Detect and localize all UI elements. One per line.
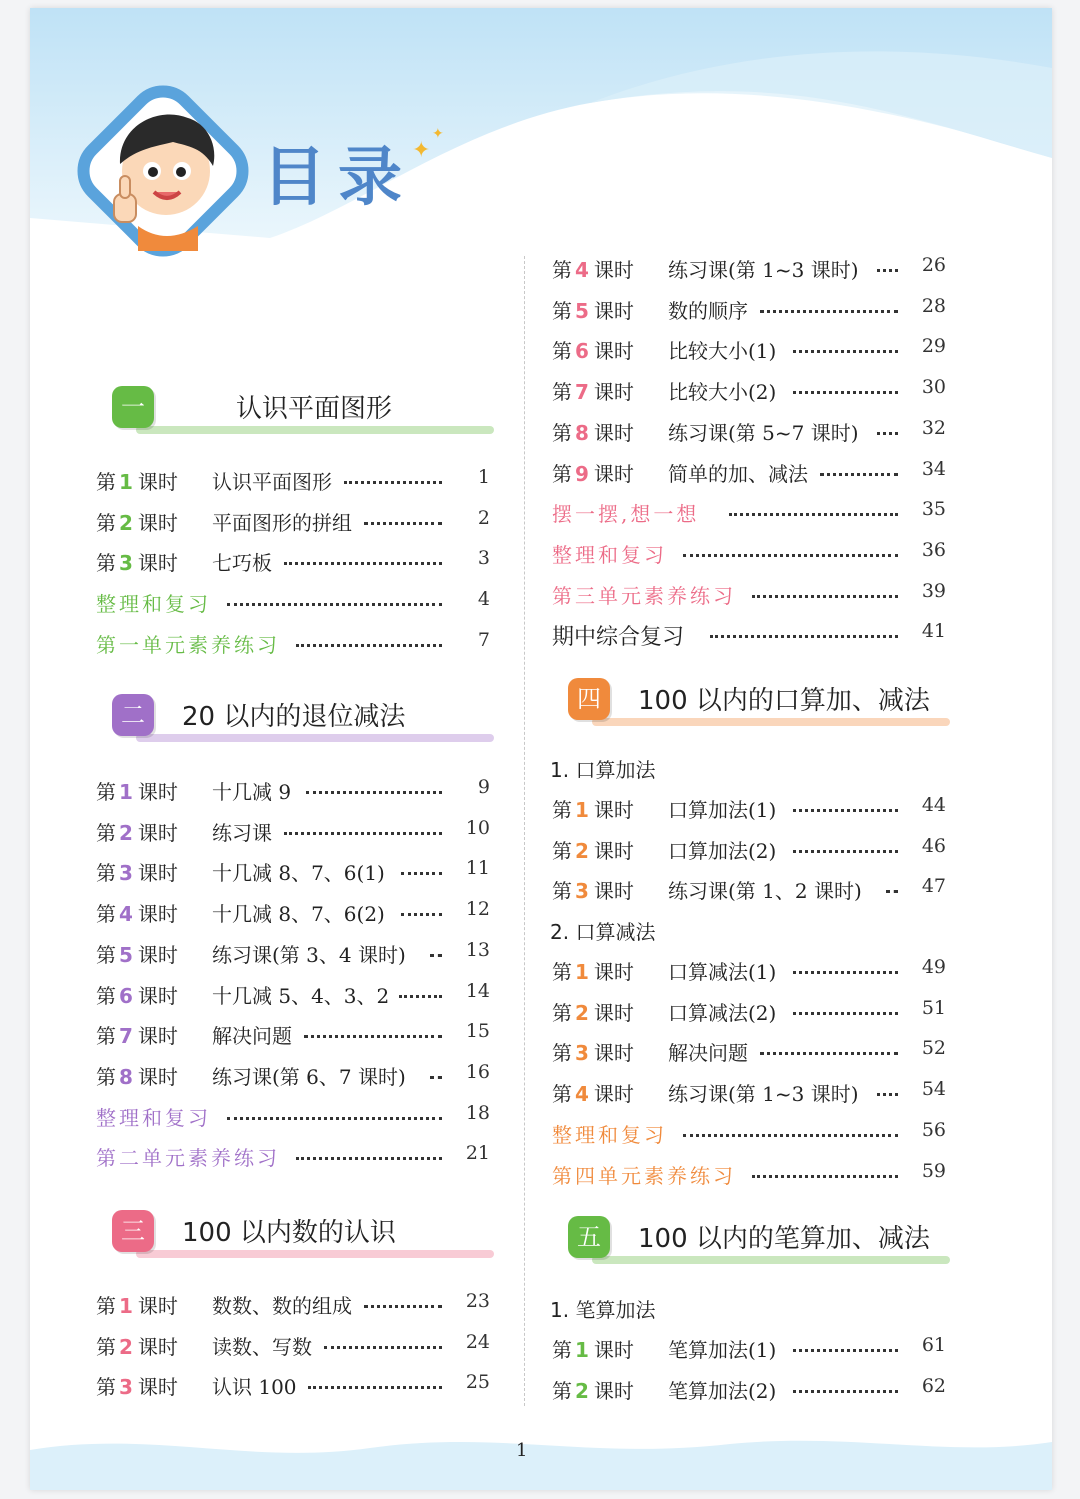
unit-underline — [136, 426, 494, 434]
toc-lesson-entry[interactable] — [96, 1290, 490, 1320]
toc-special-entry[interactable] — [552, 580, 946, 610]
lesson-number: 3 — [575, 879, 589, 904]
page-ref: 41 — [921, 620, 946, 643]
toc-special-entry[interactable] — [96, 1142, 490, 1172]
dot-leader — [683, 1128, 898, 1137]
unit-title: 认识平面图形 — [236, 394, 393, 424]
page-ref: 7 — [477, 628, 490, 651]
lesson-suffix: 课时 — [593, 1041, 634, 1066]
lesson-prefix: 第 — [552, 838, 572, 863]
page-ref: 51 — [921, 996, 946, 1019]
lesson-suffix: 课时 — [593, 1082, 634, 1107]
sparkle-icon: ✦ — [412, 138, 431, 163]
lesson-prefix: 第 — [96, 551, 116, 576]
lesson-number: 1 — [575, 960, 589, 984]
section-subheading: 1. 笔算加法 — [550, 1298, 656, 1322]
toc-lesson-entry[interactable] — [552, 335, 946, 365]
dot-leader — [877, 263, 898, 272]
page-ref: 30 — [921, 376, 946, 399]
unit-underline — [136, 734, 494, 742]
lesson-prefix: 第 — [96, 820, 116, 845]
dot-leader — [401, 907, 442, 916]
dot-leader — [284, 556, 442, 565]
lesson-prefix: 第 — [96, 1375, 116, 1400]
toc-lesson-entry[interactable] — [552, 1375, 946, 1405]
lesson-prefix: 第 — [552, 1378, 572, 1403]
lesson-number: 4 — [575, 1082, 589, 1107]
lesson-title: 十几减 5、4、3、2 — [212, 983, 390, 1008]
page-ref: 25 — [465, 1371, 490, 1394]
lesson-number: 2 — [119, 820, 133, 845]
lesson-prefix: 第 — [96, 780, 116, 804]
lesson-title: 七巧板 — [212, 551, 272, 576]
page-ref: 29 — [921, 335, 946, 358]
lesson-prefix: 第 — [552, 798, 572, 822]
toc-lesson-entry[interactable] — [96, 857, 490, 887]
lesson-suffix: 课时 — [593, 960, 634, 984]
unit-header — [112, 692, 494, 742]
page-ref: 24 — [465, 1330, 490, 1353]
page-ref: 15 — [465, 1020, 490, 1043]
unit-badge: 五 — [568, 1216, 610, 1258]
page-ref: 46 — [921, 834, 946, 857]
page-ref: 34 — [921, 457, 946, 480]
toc-lesson-entry[interactable] — [96, 980, 490, 1010]
dot-leader — [793, 1384, 898, 1393]
dot-leader — [752, 1169, 898, 1178]
dot-leader — [793, 803, 898, 812]
lesson-title: 口算加法(2) — [668, 838, 777, 863]
lesson-title: 口算减法(2) — [668, 1000, 777, 1025]
unit-badge: 三 — [112, 1210, 154, 1252]
toc-lesson-entry[interactable] — [552, 875, 946, 905]
lesson-number: 4 — [119, 902, 133, 927]
toc-lesson-entry[interactable] — [96, 466, 490, 496]
lesson-suffix: 课时 — [593, 838, 634, 863]
lesson-suffix: 课时 — [137, 551, 178, 576]
special-entry-label: 整理和复习 — [96, 592, 211, 617]
lesson-suffix: 课时 — [137, 1375, 178, 1400]
lesson-title: 十几减 8、7、6(2) — [212, 902, 385, 927]
lesson-number: 7 — [575, 380, 589, 405]
unit-header — [568, 1214, 950, 1264]
lesson-prefix: 第 — [96, 861, 116, 886]
lesson-number: 1 — [119, 1294, 133, 1318]
lesson-suffix: 课时 — [137, 942, 178, 967]
lesson-number: 6 — [119, 983, 133, 1008]
lesson-number: 1 — [575, 1338, 589, 1362]
lesson-suffix: 课时 — [593, 420, 634, 445]
lesson-title: 数数、数的组成 — [212, 1294, 352, 1318]
lesson-prefix: 第 — [552, 879, 572, 904]
page-ref: 59 — [921, 1159, 946, 1182]
lesson-number: 1 — [119, 470, 133, 494]
toc-review-entry[interactable] — [552, 620, 946, 650]
lesson-prefix: 第 — [96, 510, 116, 535]
toc-lesson-entry[interactable] — [552, 376, 946, 406]
toc-page — [30, 8, 1052, 1490]
lesson-title: 解决问题 — [668, 1041, 748, 1066]
page-ref: 16 — [465, 1060, 490, 1083]
lesson-suffix: 课时 — [593, 1000, 634, 1025]
dot-leader — [284, 826, 442, 835]
lesson-number: 1 — [119, 780, 133, 804]
lesson-suffix: 课时 — [137, 861, 178, 886]
dot-leader — [886, 884, 898, 893]
toc-lesson-entry[interactable] — [552, 1078, 946, 1108]
toc-lesson-entry[interactable] — [552, 835, 946, 865]
lesson-number: 6 — [575, 339, 589, 364]
lesson-suffix: 课时 — [137, 510, 178, 535]
lesson-number: 2 — [119, 1334, 133, 1359]
lesson-suffix: 课时 — [593, 879, 634, 904]
special-entry-label: 第四单元素养练习 — [552, 1163, 736, 1188]
lesson-number: 2 — [575, 1378, 589, 1403]
page-ref: 44 — [921, 794, 946, 816]
toc-special-entry[interactable] — [96, 588, 490, 618]
toc-lesson-entry[interactable] — [552, 417, 946, 447]
toc-lesson-entry[interactable] — [96, 507, 490, 537]
lesson-suffix: 课时 — [593, 461, 634, 486]
dot-leader — [364, 1299, 442, 1308]
dot-leader — [430, 948, 442, 957]
lesson-number: 3 — [119, 551, 133, 576]
lesson-number: 9 — [575, 461, 589, 486]
lesson-prefix: 第 — [552, 461, 572, 486]
lesson-title: 解决问题 — [212, 1024, 292, 1049]
toc-lesson-entry[interactable] — [96, 1331, 490, 1361]
page-ref: 10 — [465, 816, 490, 839]
lesson-prefix: 第 — [552, 960, 572, 984]
toc-lesson-entry[interactable] — [96, 817, 490, 847]
lesson-number: 3 — [575, 1041, 589, 1066]
lesson-number: 2 — [575, 838, 589, 863]
dot-leader — [710, 629, 898, 638]
special-entry-label: 整理和复习 — [552, 542, 667, 567]
dot-leader — [308, 1380, 442, 1389]
dot-leader — [793, 385, 898, 394]
page-ref: 13 — [465, 938, 490, 961]
page-ref: 36 — [921, 538, 946, 561]
special-entry-label: 整理和复习 — [96, 1105, 211, 1130]
lesson-suffix: 课时 — [137, 1064, 178, 1089]
toc-lesson-entry[interactable] — [552, 1037, 946, 1067]
lesson-number: 7 — [119, 1024, 133, 1049]
sparkle-small-icon: ✦ — [432, 126, 444, 142]
lesson-title: 十几减 9 — [212, 780, 292, 804]
dot-leader — [296, 1151, 442, 1160]
page-ref: 49 — [921, 956, 946, 978]
toc-lesson-entry[interactable] — [96, 1371, 490, 1401]
page-ref: 21 — [465, 1142, 490, 1165]
boy-thumbs-up-illustration — [68, 76, 258, 266]
page-ref: 1 — [477, 466, 490, 488]
lesson-number: 3 — [119, 861, 133, 886]
dot-leader — [430, 1070, 442, 1079]
toc-lesson-entry[interactable] — [96, 776, 490, 806]
lesson-title: 认识 100 — [212, 1375, 297, 1400]
lesson-prefix: 第 — [552, 1338, 572, 1362]
dot-leader — [877, 426, 898, 435]
page-ref: 61 — [921, 1334, 946, 1356]
page-ref: 56 — [921, 1118, 946, 1141]
page-ref: 23 — [465, 1290, 490, 1312]
dot-leader — [344, 475, 442, 484]
lesson-prefix: 第 — [552, 258, 572, 282]
lesson-number: 2 — [119, 510, 133, 535]
toc-special-entry[interactable] — [96, 1102, 490, 1132]
unit-title: 100 以内的口算加、减法 — [638, 686, 930, 716]
lesson-suffix: 课时 — [137, 902, 178, 927]
lesson-prefix: 第 — [552, 298, 572, 323]
dot-leader — [227, 1111, 442, 1120]
dot-leader — [793, 1343, 898, 1352]
lesson-prefix: 第 — [96, 983, 116, 1008]
lesson-title: 笔算加法(1) — [668, 1338, 777, 1362]
dot-leader — [729, 507, 898, 516]
lesson-title: 练习课(第 1~3 课时) — [668, 1082, 859, 1107]
lesson-title: 比较大小(1) — [668, 339, 777, 364]
unit-header — [568, 676, 950, 726]
dot-leader — [227, 597, 442, 606]
page-ref: 18 — [465, 1101, 490, 1124]
dot-leader — [877, 1087, 898, 1096]
toc-lesson-entry[interactable] — [552, 956, 946, 986]
page-ref: 35 — [921, 498, 946, 521]
toc-lesson-entry[interactable] — [96, 939, 490, 969]
special-entry-label: 整理和复习 — [552, 1122, 667, 1147]
lesson-prefix: 第 — [96, 1334, 116, 1359]
lesson-title: 口算加法(1) — [668, 798, 777, 822]
dot-leader — [324, 1340, 442, 1349]
dot-leader — [296, 638, 442, 647]
page-title: 目录 — [262, 141, 414, 215]
lesson-suffix: 课时 — [593, 339, 634, 364]
page-ref: 11 — [465, 857, 490, 880]
lesson-title: 十几减 8、7、6(1) — [212, 861, 385, 886]
lesson-prefix: 第 — [96, 1294, 116, 1318]
toc-lesson-entry[interactable] — [96, 1020, 490, 1050]
lesson-prefix: 第 — [552, 1041, 572, 1066]
page-ref: 54 — [921, 1078, 946, 1101]
section-subheading: 2. 口算减法 — [550, 920, 656, 944]
lesson-prefix: 第 — [552, 380, 572, 405]
unit-header — [112, 1208, 494, 1258]
unit-title: 20 以内的退位减法 — [182, 702, 406, 732]
dot-leader — [793, 844, 898, 853]
page-ref: 4 — [477, 588, 490, 611]
lesson-number: 2 — [575, 1000, 589, 1025]
dot-leader — [793, 344, 898, 353]
toc-special-entry[interactable] — [552, 539, 946, 569]
page-number: 1 — [516, 1440, 528, 1461]
page-ref: 12 — [465, 898, 490, 921]
lesson-number: 5 — [119, 942, 133, 967]
lesson-title: 数的顺序 — [668, 298, 748, 323]
dot-leader — [760, 304, 898, 313]
lesson-title: 练习课 — [212, 820, 272, 845]
unit-badge: 四 — [568, 678, 610, 720]
lesson-title: 笔算加法(2) — [668, 1378, 777, 1403]
lesson-number: 8 — [119, 1064, 133, 1089]
lesson-number: 4 — [575, 258, 589, 282]
dot-leader — [820, 467, 898, 476]
unit-underline — [592, 1256, 950, 1264]
dot-leader — [683, 548, 898, 557]
dot-leader — [760, 1046, 898, 1055]
lesson-suffix: 课时 — [137, 780, 178, 804]
page-ref: 32 — [921, 416, 946, 439]
toc-lesson-entry[interactable] — [552, 458, 946, 488]
toc-special-entry[interactable] — [552, 498, 946, 528]
toc-special-entry[interactable] — [552, 1160, 946, 1190]
dot-leader — [793, 1006, 898, 1015]
lesson-title: 平面图形的拼组 — [212, 510, 352, 535]
lesson-number: 1 — [575, 798, 589, 822]
lesson-title: 简单的加、减法 — [668, 461, 808, 486]
review-entry-label: 期中综合复习 — [552, 625, 685, 651]
special-entry-label: 第三单元素养练习 — [552, 583, 736, 608]
toc-lesson-entry[interactable] — [552, 254, 946, 284]
section-subheading: 1. 口算加法 — [550, 758, 656, 782]
unit-underline — [592, 718, 950, 726]
lesson-title: 口算减法(1) — [668, 960, 777, 984]
lesson-suffix: 课时 — [593, 258, 634, 282]
lesson-title: 练习课(第 6、7 课时) — [212, 1064, 406, 1089]
page-ref: 39 — [921, 579, 946, 602]
toc-lesson-entry[interactable] — [552, 794, 946, 824]
lesson-prefix: 第 — [96, 470, 116, 494]
page-ref: 47 — [921, 875, 946, 898]
toc-lesson-entry[interactable] — [96, 547, 490, 577]
lesson-prefix: 第 — [96, 902, 116, 927]
page-ref: 9 — [477, 776, 490, 798]
special-entry-label: 第一单元素养练习 — [96, 632, 280, 657]
lesson-number: 5 — [575, 298, 589, 323]
lesson-suffix: 课时 — [137, 470, 178, 494]
page-ref: 28 — [921, 294, 946, 317]
toc-lesson-entry[interactable] — [552, 997, 946, 1027]
lesson-prefix: 第 — [552, 420, 572, 445]
page-ref: 3 — [477, 547, 490, 570]
unit-underline — [136, 1250, 494, 1258]
lesson-title: 练习课(第 1、2 课时) — [668, 879, 862, 904]
lesson-prefix: 第 — [552, 1082, 572, 1107]
unit-title: 100 以内的笔算加、减法 — [638, 1224, 930, 1254]
toc-special-entry[interactable] — [96, 629, 490, 659]
unit-badge: 一 — [112, 386, 154, 428]
lesson-title: 读数、写数 — [212, 1334, 312, 1359]
page-ref: 14 — [465, 979, 490, 1002]
lesson-title: 认识平面图形 — [212, 470, 332, 494]
lesson-suffix: 课时 — [593, 298, 634, 323]
page-ref: 62 — [921, 1374, 946, 1397]
lesson-number: 8 — [575, 420, 589, 445]
dot-leader — [306, 785, 442, 794]
lesson-prefix: 第 — [552, 339, 572, 364]
dot-leader — [399, 989, 442, 998]
dot-leader — [364, 516, 442, 525]
page-ref: 26 — [921, 254, 946, 276]
lesson-title: 比较大小(2) — [668, 380, 777, 405]
page-ref: 2 — [477, 506, 490, 529]
toc-special-entry[interactable] — [552, 1119, 946, 1149]
dot-leader — [752, 589, 898, 598]
dot-leader — [793, 965, 898, 974]
lesson-suffix: 课时 — [593, 1378, 634, 1403]
lesson-suffix: 课时 — [137, 983, 178, 1008]
page-ref: 52 — [921, 1037, 946, 1060]
lesson-suffix: 课时 — [593, 380, 634, 405]
lesson-suffix: 课时 — [593, 798, 634, 822]
toc-lesson-entry[interactable] — [552, 295, 946, 325]
lesson-title: 练习课(第 5~7 课时) — [668, 420, 859, 445]
lesson-prefix: 第 — [96, 942, 116, 967]
lesson-title: 练习课(第 3、4 课时) — [212, 942, 406, 967]
lesson-number: 3 — [119, 1375, 133, 1400]
lesson-prefix: 第 — [96, 1024, 116, 1049]
lesson-suffix: 课时 — [137, 1024, 178, 1049]
dot-leader — [304, 1029, 442, 1038]
lesson-suffix: 课时 — [593, 1338, 634, 1362]
column-divider — [524, 256, 525, 1406]
toc-lesson-entry[interactable] — [96, 898, 490, 928]
toc-lesson-entry[interactable] — [96, 1061, 490, 1091]
unit-badge: 二 — [112, 694, 154, 736]
special-entry-label: 摆一摆,想一想 — [552, 502, 700, 527]
lesson-prefix: 第 — [96, 1064, 116, 1089]
unit-header — [112, 384, 494, 434]
dot-leader — [401, 866, 442, 875]
lesson-suffix: 课时 — [137, 820, 178, 845]
unit-title: 100 以内数的认识 — [182, 1218, 396, 1248]
toc-lesson-entry[interactable] — [552, 1334, 946, 1364]
special-entry-label: 第二单元素养练习 — [96, 1146, 280, 1171]
lesson-title: 练习课(第 1~3 课时) — [668, 258, 859, 282]
lesson-suffix: 课时 — [137, 1294, 178, 1318]
footer-wave-decoration — [30, 1420, 1052, 1490]
lesson-suffix: 课时 — [137, 1334, 178, 1359]
lesson-prefix: 第 — [552, 1000, 572, 1025]
